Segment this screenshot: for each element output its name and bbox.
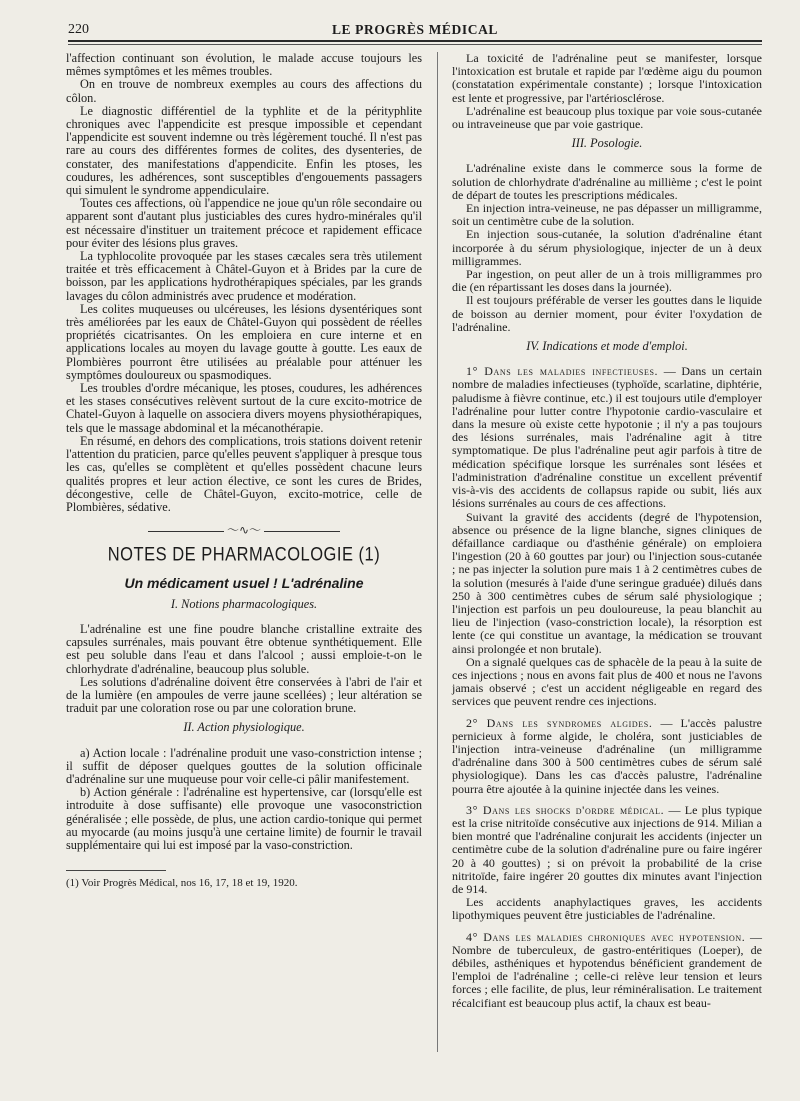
paragraph: Les colites muqueuses ou ulcéreuses, les lésions dysentériques sont très améliorées par les eaux de Châtel-Guyon qui possèdent de réelles propriétés cicatrisantes. On les emploiera en cure interne et en applications locales au moyen du lavage goutte à goutte. Les eaux de Plombières pourront être utilisées au préalable pour atténuer les symptômes douloureux ou spasmodiques. bbox=[66, 301, 422, 382]
ornament-flourish: 〜∿〜 bbox=[226, 523, 262, 538]
ornament-line-right bbox=[264, 531, 340, 532]
paragraph: b) Action générale : l'adrénaline est hypertensive, car (lorsqu'elle est introduite à dose suffisante) elle provoque une vasoconstriction généralisée ; elle possède, de plus, une action cardio-tonique qui permet au myocarde (au moins jusqu'à une certaine limite) de fournir le travail supplémentaire qui lui est imposé par la vaso-constriction. bbox=[66, 785, 422, 852]
item-text: — Nombre de tuberculeux, de gastro-entéritiques (Loeper), de débiles, asthéniques et hypotendus bénéficient grandement de l'emploi de l'adrénaline ; celle-ci relève leur tension et leurs forces ; elle facilite, de plus, leur réminéralisation. Le traitement récalcifiant est beaucoup plus actif, la chaux est beau- bbox=[452, 929, 762, 1010]
paragraph: On a signalé quelques cas de sphacèle de la peau à la suite de ces injections ; nous en avons fait plus de 400 et nous ne l'avons jamais observé ; c'est un accident négligeable en regard des services que peuvent rendre ces injections. bbox=[452, 654, 762, 709]
paragraph: Suivant la gravité des accidents (degré de l'hypotension, absence ou présence de la ligne blanche, signes cliniques de défaillance cardiaque ou d'asthénie générale) on emploiera l'ingestion (20 à 60 gouttes par jour) ou l'injection sous-cutanée ; ne pas injecter la solution pure mais 1 à 2 centimètres cubes de la solution (mesurés à l'aide d'une seringue graduée) dilués dans 250 à 300 centimètres cubes de sérum salé physiologique ; l'injection est parfois un peu douloureuse, la peau blanchit au lieu de l'injection (vaso-constriction locale), la résorption est lente (ce qui constitue un avantage, la médication se trouvant ainsi prolongée et non brutale). bbox=[452, 509, 762, 656]
paragraph: Les accidents anaphylactiques graves, les accidents lipothymiques peuvent être justiciables de l'adrénaline. bbox=[452, 895, 762, 923]
item-lead: 4° Dans les maladies chroniques avec hypotension. bbox=[466, 929, 746, 944]
list-item bbox=[452, 717, 762, 796]
paragraph: La typhlocolite provoquée par les stases cæcales sera très utilement traitée et très efficacement à Châtel-Guyon et à Brides par la cure de boisson, par les applications hydrothérapiques spéciales, par les grands lavages du côlon administrés avec prudence et modération. bbox=[66, 249, 422, 303]
paragraph: Il est toujours préférable de verser les gouttes dans le liquide de boisson au dernier moment, pour éviter l'oxydation de l'adrénaline. bbox=[452, 293, 762, 334]
header-rule bbox=[68, 40, 762, 42]
paragraph: Toutes ces affections, où l'appendice ne joue qu'un rôle secondaire ou apparent sont d'autant plus justiciables des cures hydro-minérales qu'il est nécessaire d'instituer un traitement précoce et rapidement efficace pour éviter des lésions plus graves. bbox=[66, 196, 422, 250]
column-divider bbox=[437, 52, 438, 1052]
notes-title: NOTES DE PHARMACOLOGIE (1) bbox=[107, 544, 381, 566]
paragraph: La toxicité de l'adrénaline peut se manifester, lorsque l'intoxication est brutale et rapide par l'œdème aigu du poumon (constatation expérimentale constante) ; lorsque l'intoxication est lente et progressive, par l'artériosclérose. bbox=[452, 51, 762, 105]
paragraph: L'adrénaline existe dans le commerce sous la forme de solution de chlorhydrate d'adrénaline au millième ; c'est le point de départ de toutes les prescriptions médicales. bbox=[452, 161, 762, 202]
paragraph: Le diagnostic différentiel de la typhlite et de la pérityphlite chroniques avec l'appendicite est presque impossible et cependant l'appendicite est souvent indemne ou très légèrement touché. Il n'est pas rare au cours des différentes formes de colites, des dysenteries, de constater, des manifestations d'appendicite. Enfin les ptoses, les coudures, les adhérences, sont susceptibles d'engouements passagers qui simulent le syndrome appendiculaire. bbox=[66, 103, 422, 198]
paragraph: a) Action locale : l'adrénaline produit une vaso-constriction intense ; il suffit de déposer quelques gouttes de la solution officinale d'adrénaline sur une muqueuse pour voir celle-ci pâlir manifestement. bbox=[66, 745, 422, 786]
paragraph: Les troubles d'ordre mécanique, les ptoses, coudures, les adhérences et les stases consécutives relèvent surtout de la cure excito-motrice de Chatel-Guyon à laquelle on associera divers moyens physiothérapiques, tels que le massage abdominal et la mécanothérapie. bbox=[66, 381, 422, 435]
header-rule-thin bbox=[68, 44, 762, 45]
ornament-line-left bbox=[148, 531, 224, 532]
item-lead: 1° Dans les maladies infectieuses. bbox=[466, 364, 659, 379]
item-text: — Le plus typique est la crise nitritoïde consécutive aux injections de 914. Milian a bien montré que l'adrénaline conjurait les accidents (injecter un centimètre cube de la solution d'adrénaline pure ou faire ingérer 20 à 40 gouttes) ; si on prévoit la probabilité de la crise nitritoïde, faire ingérer 20 gouttes dix minutes avant l'injection de 914. bbox=[452, 802, 762, 896]
item-text: — L'accès palustre pernicieux à forme algide, le choléra, sont justiciables de l'injection intra-veineuse d'adrénaline (un milligramme d'adrénaline dans 300 à 500 centimètres cubes de sérum salé physiologique). Dans les cas d'accès palustre, l'adrénaline pourra être ajoutée à la quinine injectée dans les veines. bbox=[452, 715, 762, 796]
paragraph: On en trouve de nombreux exemples au cours des affections du côlon. bbox=[66, 77, 422, 105]
paragraph: En résumé, en dehors des complications, trois stations doivent retenir l'attention du praticien, parce qu'elles peuvent s'appliquer à presque tous les cas, qu'elles se complètent et qu'elles possèdent chacune leurs qualités propres et leur action élective, ce sont les cures de Brides, décongestive, celle de Châtel-Guyon, excito-motrice, celle de Plombières, sédative. bbox=[66, 433, 422, 514]
page-number: 220 bbox=[68, 22, 89, 37]
journal-title: LE PROGRÈS MÉDICAL bbox=[331, 22, 499, 37]
paragraph: Les solutions d'adrénaline doivent être conservées à l'abri de l'air et de la lumière (en ampoules de verre jaune scellées) ; leur altération se traduit par une coloration rose ou par une coloration brune. bbox=[66, 674, 422, 716]
item-lead: 2° Dans les syndromes algides. bbox=[466, 715, 653, 730]
footnote: (1) Voir Progrès Médical, nos 16, 17, 18 et 19, 1920. bbox=[66, 877, 298, 890]
paragraph: L'adrénaline est beaucoup plus toxique par voie sous-cutanée ou intraveineuse que par voie gastrique. bbox=[452, 103, 762, 132]
list-item bbox=[452, 804, 762, 896]
paragraph: En injection sous-cutanée, la solution d'adrénaline étant incorporée à du sérum physiologique, injecter de un à deux milligrammes. bbox=[452, 227, 762, 268]
paragraph: En injection intra-veineuse, ne pas dépasser un milligramme, soit un centimètre cube de la solution. bbox=[452, 201, 762, 229]
list-item bbox=[452, 931, 762, 1010]
page-header bbox=[68, 20, 762, 42]
section-heading: III. Posologie. bbox=[571, 136, 643, 151]
paragraph: Par ingestion, on peut aller de un à trois milligrammes pro die (en répartissant les doses dans la journée). bbox=[452, 267, 762, 295]
article-title: Un médicament usuel ! L'adrénaline bbox=[124, 574, 364, 591]
paragraph: l'affection continuant son évolution, le malade accuse toujours les mêmes symptômes et les mêmes troubles. bbox=[66, 51, 422, 79]
right-column bbox=[452, 52, 762, 1010]
paragraph: L'adrénaline est une fine poudre blanche cristalline extraite des capsules surrénales, mais pouvant être obtenue synthétiquement. Elle est peu soluble dans l'eau et dans l'alcool ; aussi emploie-t-on le chlorhydrate d'adrénaline, beaucoup plus soluble. bbox=[66, 621, 422, 676]
item-text: — Dans un certain nombre de maladies infectieuses (typhoïde, scarlatine, diphtérie, paludisme à fièvre continue, etc.) il est toujours utile d'employer l'adrénaline pour lutter contre l'hypotonie cardio-vasculaire et dans la mesure où existe cette hypotonie ; il n'y a pas toujours des lésions surrénales, mais l'adrénaline agit à titre symptomatique. De plus l'adrénaline peut agir parfois à titre de médication spécifique lorsque les surrénales sont lésées et l'administration d'adrénaline constitue un excellent préventif vis-à-vis des accidents de collapsus rapide ou subit, liés aux lésions surrénales au cours de ces affections. bbox=[452, 364, 762, 511]
item-lead: 3° Dans les shocks d'ordre médical. bbox=[466, 802, 665, 817]
section-heading: II. Action physiologique. bbox=[183, 720, 305, 735]
footnote-rule bbox=[66, 870, 166, 871]
section-ornament bbox=[66, 524, 422, 537]
section-heading: I. Notions pharmacologiques. bbox=[170, 596, 318, 611]
section-heading: IV. Indications et mode d'emploi. bbox=[526, 339, 688, 354]
left-column bbox=[66, 52, 422, 890]
list-item bbox=[452, 365, 762, 510]
